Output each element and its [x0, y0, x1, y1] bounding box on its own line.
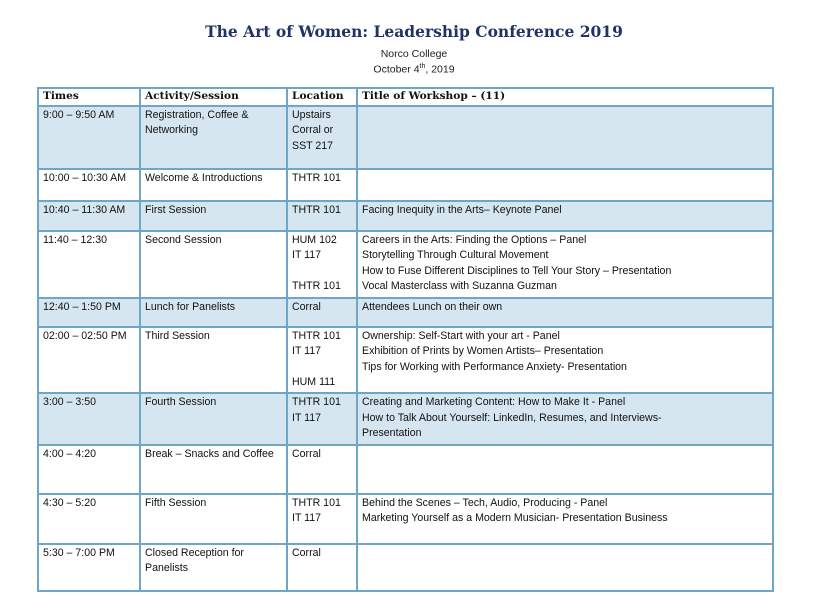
- time-text: 4:00 – 4:20: [43, 447, 97, 460]
- workshop-line: Tips for Working with Performance Anxiety- Presentation: [362, 360, 627, 373]
- activity-line: Fifth Session: [145, 496, 207, 509]
- event-date-day: October 4: [373, 63, 420, 76]
- time-cell: [38, 201, 140, 231]
- column-header-activity: Activity/Session: [140, 88, 287, 106]
- column-header-workshop: Title of Workshop – (11): [357, 88, 773, 106]
- activity-cell: [140, 445, 287, 494]
- workshop-line: How to Talk About Yourself: LinkedIn, Resumes, and Interviews-: [362, 411, 662, 424]
- activity-line: Fourth Session: [145, 396, 217, 408]
- activity-cell: [140, 544, 287, 591]
- activity-cell: [140, 231, 287, 298]
- activity-cell: [140, 298, 287, 327]
- location-line: Corral: [292, 447, 321, 460]
- location-line: HUM 111: [292, 375, 336, 388]
- workshop-cell: [357, 106, 773, 169]
- column-header-times: Times: [38, 88, 140, 106]
- location-line: Corral or: [292, 124, 334, 136]
- workshop-line: Attendees Lunch on their own: [362, 300, 503, 313]
- time-text: 5:30 – 7:00 PM: [43, 546, 115, 559]
- workshop-cell: [357, 231, 773, 298]
- location-cell: [287, 445, 357, 494]
- location-line: THTR 101: [292, 279, 341, 292]
- workshop-line: Storytelling Through Cultural Movement: [362, 249, 549, 261]
- activity-line: Networking: [145, 124, 198, 136]
- venue-name: Norco College: [380, 48, 448, 60]
- workshop-line: Presentation: [362, 427, 422, 439]
- workshop-line: Ownership: Self-Start with your art - Panel: [362, 329, 560, 342]
- workshop-line: Marketing Yourself as a Modern Musician- Presentation Business: [362, 512, 668, 524]
- table-row: [38, 327, 773, 394]
- time-text: 12:40 – 1:50 PM: [43, 300, 121, 313]
- workshop-cell: [357, 298, 773, 327]
- table-row: [38, 393, 773, 445]
- page-title: The Art of Women: Leadership Conference 2019: [205, 22, 623, 41]
- workshop-cell: [357, 393, 773, 445]
- location-line: IT 117: [292, 512, 322, 524]
- activity-line: Panelists: [145, 562, 188, 574]
- table-row: [38, 106, 773, 169]
- location-line: HUM 102: [292, 233, 337, 246]
- workshop-line: Careers in the Arts: Finding the Options – Panel: [362, 233, 587, 246]
- column-header-location: Location: [287, 88, 357, 106]
- workshop-cell: [357, 201, 773, 231]
- activity-cell: [140, 201, 287, 231]
- location-line: IT 117: [292, 249, 322, 261]
- location-cell: [287, 169, 357, 201]
- location-line: THTR 101: [292, 203, 341, 216]
- location-line: Corral: [292, 546, 321, 559]
- time-text: 9:00 – 9:50 AM: [43, 108, 115, 121]
- location-cell: [287, 327, 357, 394]
- time-text: 4:30 – 5:20: [43, 496, 97, 509]
- activity-line: Third Session: [145, 329, 210, 342]
- event-date-year: , 2019: [425, 63, 455, 76]
- workshop-cell: [357, 445, 773, 494]
- workshop-cell: [357, 169, 773, 201]
- location-line: Upstairs: [292, 108, 331, 121]
- event-date: [0, 63, 828, 76]
- table-row: [38, 494, 773, 544]
- time-cell: [38, 494, 140, 544]
- location-line: THTR 101: [292, 496, 341, 509]
- location-cell: [287, 106, 357, 169]
- activity-line: Registration, Coffee &: [145, 108, 249, 121]
- workshop-cell: [357, 327, 773, 394]
- activity-line: First Session: [145, 203, 207, 216]
- workshop-line: Creating and Marketing Content: How to Make It - Panel: [362, 396, 626, 408]
- table-row: [38, 169, 773, 201]
- time-cell: [38, 393, 140, 445]
- time-text: 11:40 – 12:30: [43, 233, 108, 246]
- line-spacer: [292, 360, 352, 375]
- location-cell: [287, 494, 357, 544]
- location-line: THTR 101: [292, 396, 341, 408]
- time-cell: [38, 445, 140, 494]
- time-cell: [38, 231, 140, 298]
- activity-line: Second Session: [145, 233, 222, 246]
- table-row: [38, 544, 773, 591]
- workshop-cell: [357, 494, 773, 544]
- time-text: 02:00 – 02:50 PM: [43, 329, 127, 342]
- location-line: IT 117: [292, 345, 322, 357]
- workshop-cell: [357, 544, 773, 591]
- schedule-table: [37, 87, 774, 592]
- table-row: [38, 298, 773, 327]
- location-cell: [287, 393, 357, 445]
- event-date-ordinal: th: [419, 63, 426, 70]
- time-text: 3:00 – 3:50: [43, 396, 97, 408]
- table-row: [38, 201, 773, 231]
- time-cell: [38, 298, 140, 327]
- location-cell: [287, 298, 357, 327]
- location-line: THTR 101: [292, 171, 341, 184]
- workshop-line: Exhibition of Prints by Women Artists– Presentation: [362, 345, 604, 357]
- workshop-line: Vocal Masterclass with Suzanna Guzman: [362, 280, 557, 292]
- workshop-line: Facing Inequity in the Arts– Keynote Panel: [362, 203, 562, 216]
- time-cell: [38, 106, 140, 169]
- time-cell: [38, 169, 140, 201]
- location-cell: [287, 231, 357, 298]
- time-cell: [38, 327, 140, 394]
- location-cell: [287, 201, 357, 231]
- workshop-line: Behind the Scenes – Tech, Audio, Producing - Panel: [362, 496, 608, 509]
- location-line: IT 117: [292, 411, 322, 424]
- activity-cell: [140, 327, 287, 394]
- time-text: 10:40 – 11:30 AM: [43, 203, 126, 216]
- time-cell: [38, 544, 140, 591]
- activity-line: Closed Reception for: [145, 546, 244, 559]
- table-row: [38, 445, 773, 494]
- location-line: Corral: [292, 300, 321, 313]
- workshop-line: How to Fuse Different Disciplines to Tell Your Story – Presentation: [362, 264, 672, 277]
- table-row: [38, 231, 773, 298]
- activity-cell: [140, 393, 287, 445]
- activity-line: Break – Snacks and Coffee: [145, 447, 274, 460]
- location-cell: [287, 544, 357, 591]
- activity-line: Welcome & Introductions: [145, 171, 263, 184]
- location-line: THTR 101: [292, 329, 341, 342]
- activity-line: Lunch for Panelists: [145, 300, 236, 313]
- activity-cell: [140, 106, 287, 169]
- activity-cell: [140, 494, 287, 544]
- table-header-row: [38, 88, 773, 106]
- location-line: SST 217: [292, 139, 334, 152]
- time-text: 10:00 – 10:30 AM: [43, 171, 127, 184]
- activity-cell: [140, 169, 287, 201]
- line-spacer: [292, 264, 352, 279]
